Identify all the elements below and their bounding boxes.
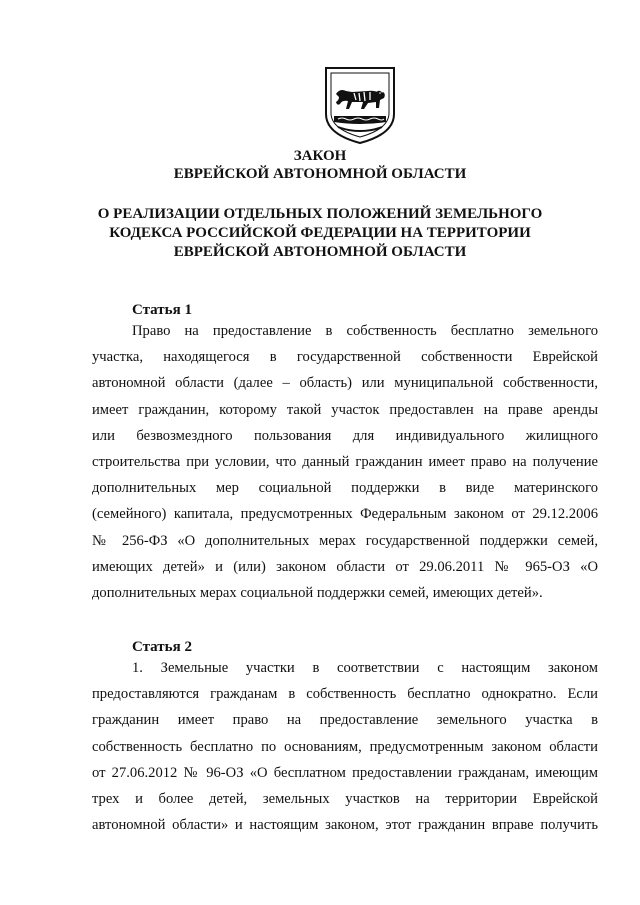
- article-2-heading: Статья 2: [132, 639, 192, 655]
- text-line: собственность бесплатно по основаниям, предусмотренным законом области: [92, 738, 598, 755]
- law-subject-line: ЕВРЕЙСКОЙ АВТОНОМНОЙ ОБЛАСТИ: [173, 244, 467, 260]
- text-line: предоставляются гражданам в собственность бесплатно однократно. Если: [92, 686, 598, 703]
- article-1-heading: Статья 1: [132, 302, 192, 318]
- text-line: автономной области» и настоящим законом, этот гражданин вправе получить: [92, 817, 598, 834]
- law-subject-line: О РЕАЛИЗАЦИИ ОТДЕЛЬНЫХ ПОЛОЖЕНИЙ ЗЕМЕЛЬНОГО: [97, 206, 543, 222]
- article-1-text: [92, 318, 598, 606]
- text-line: имеет гражданин, которому такой участок предоставлен на праве аренды: [92, 401, 598, 418]
- text-line: имеющих детей» и (или) законом области от 29.06.2011 № 965-ОЗ «О: [92, 558, 598, 575]
- text-line: трех и более детей, земельных участков на территории Еврейской: [92, 790, 598, 807]
- text-line: дополнительных мер социальной поддержки в виде материнского: [92, 480, 598, 497]
- text-line: или безвозмездного пользования для индивидуального жилищного: [92, 427, 598, 444]
- text-line: участка, находящегося в государственной собственности Еврейской: [92, 349, 598, 366]
- law-subject: [80, 205, 560, 262]
- text-line: Право на предоставление в собственность бесплатно земельного: [132, 323, 598, 339]
- coat-of-arms-tiger-icon: [322, 64, 398, 146]
- text-line: № 256-ФЗ «О дополнительных мерах государственной поддержки семей,: [92, 532, 598, 549]
- law-region: ЕВРЕЙСКОЙ АВТОНОМНОЙ ОБЛАСТИ: [173, 166, 467, 182]
- coat-of-arms-emblem: [322, 64, 398, 146]
- law-subject-line: КОДЕКСА РОССИЙСКОЙ ФЕДЕРАЦИИ НА ТЕРРИТОРИИ: [109, 225, 531, 241]
- article-2-text: [92, 655, 598, 838]
- law-label: ЗАКОН: [293, 148, 347, 164]
- text-line: (семейного) капитала, предусмотренных Федеральным законом от 29.12.2006: [92, 506, 598, 523]
- text-line: 1. Земельные участки в соответствии с настоящим законом: [132, 660, 598, 676]
- text-line: строительства при условии, что данный гражданин имеет право на получение: [92, 453, 598, 470]
- text-line: гражданин имеет право на предоставление земельного участка в: [92, 712, 598, 729]
- text-line: дополнительных мерах социальной поддержки семей, имеющих детей».: [92, 584, 543, 601]
- text-line: автономной области (далее – область) или муниципальной собственности,: [92, 375, 598, 392]
- text-line: от 27.06.2012 № 96-ОЗ «О бесплатном предоставлении гражданам, имеющим: [92, 764, 598, 781]
